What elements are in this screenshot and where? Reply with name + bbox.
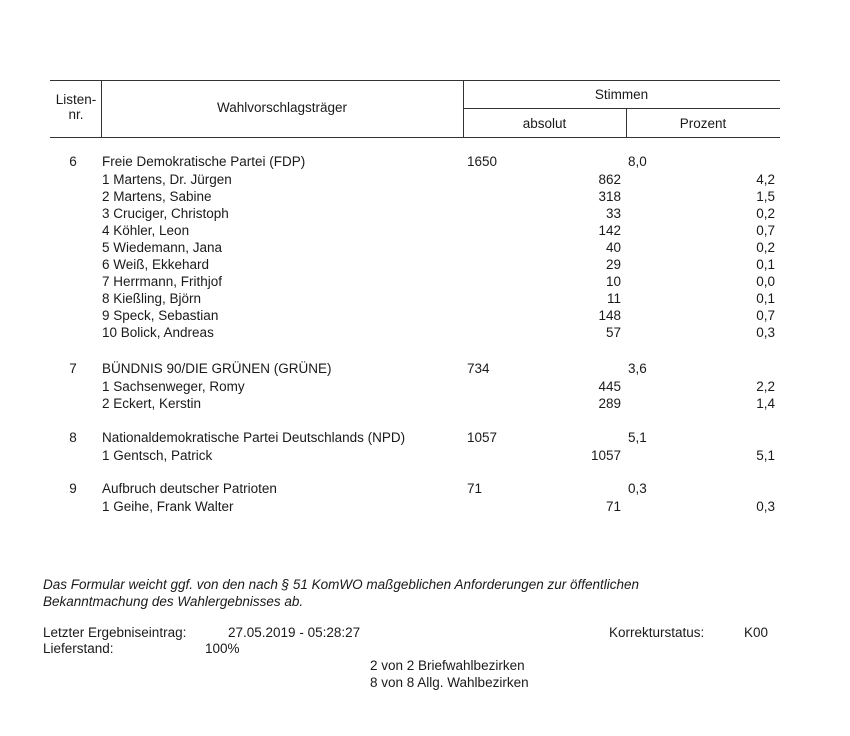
candidate-name: 9 Speck, Sebastian: [102, 308, 219, 323]
candidate-votes-absolute: 33: [605, 206, 621, 221]
disclaimer-line-1: Das Formular weicht ggf. von den nach § 51 KomWO maßgeblichen Anforderungen zur öffentlichen: [43, 577, 640, 592]
candidate-row: [0, 378, 850, 395]
candidate-votes-absolute: 11: [606, 291, 621, 306]
party-votes-percent: 3,6: [628, 361, 647, 376]
party-name: Aufbruch deutscher Patrioten: [102, 481, 277, 496]
candidate-name: 6 Weiß, Ekkehard: [102, 257, 210, 272]
candidate-row: [0, 307, 850, 324]
candidate-row: [0, 290, 850, 307]
party-list-number: 9: [69, 481, 77, 496]
candidate-row: [0, 324, 850, 341]
candidate-votes-percent: 0,2: [756, 206, 775, 221]
candidate-name: 5 Wiedemann, Jana: [102, 240, 223, 255]
header-listen-nr-line1: Listen-: [55, 92, 97, 107]
candidate-name: 2 Martens, Sabine: [102, 189, 212, 204]
party-votes-absolute: 734: [467, 361, 490, 376]
party-row: [0, 429, 850, 446]
header-top-rule: [50, 80, 780, 81]
candidate-votes-percent: 2,2: [756, 379, 775, 394]
party-list-number: 7: [69, 361, 77, 376]
candidate-votes-percent: 1,4: [756, 396, 775, 411]
party-name: BÜNDNIS 90/DIE GRÜNEN (GRÜNE): [102, 361, 332, 376]
candidate-row: [0, 205, 850, 222]
party-list-number: 6: [69, 154, 77, 169]
candidate-name: 1 Martens, Dr. Jürgen: [102, 172, 232, 187]
letzter-eintrag-value: 27.05.2019 - 05:28:27: [228, 625, 361, 640]
candidate-row: [0, 222, 850, 239]
candidate-votes-absolute: 862: [598, 172, 621, 187]
korrekturstatus-label: Korrekturstatus:: [609, 625, 705, 640]
candidate-name: 2 Eckert, Kerstin: [102, 396, 202, 411]
candidate-votes-percent: 4,2: [756, 172, 775, 187]
letzter-eintrag-label: Letzter Ergebniseintrag:: [43, 625, 187, 640]
candidate-name: 1 Gentsch, Patrick: [102, 448, 213, 463]
party-votes-absolute: 1057: [467, 430, 498, 445]
candidate-votes-percent: 0,2: [756, 240, 775, 255]
header-mid-rule: [463, 108, 780, 109]
header-absolut: absolut: [522, 116, 567, 131]
candidate-votes-percent: 0,0: [756, 274, 775, 289]
candidate-name: 10 Bolick, Andreas: [102, 325, 214, 340]
candidate-votes-percent: 0,1: [756, 291, 775, 306]
candidate-name: 7 Herrmann, Frithjof: [102, 274, 223, 289]
candidate-name: 3 Cruciger, Christoph: [102, 206, 229, 221]
candidate-votes-percent: 0,1: [756, 257, 775, 272]
candidate-votes-percent: 0,3: [756, 499, 775, 514]
candidate-votes-percent: 0,7: [756, 308, 775, 323]
candidate-row: [0, 239, 850, 256]
party-votes-percent: 0,3: [628, 481, 647, 496]
candidate-votes-absolute: 40: [605, 240, 621, 255]
header-listen-nr-line2: nr.: [68, 107, 84, 122]
allg-wahlbezirke-status: 8 von 8 Allg. Wahlbezirken: [370, 675, 529, 690]
candidate-votes-absolute: 57: [605, 325, 621, 340]
party-row: [0, 360, 850, 377]
candidate-votes-percent: 5,1: [756, 448, 775, 463]
header-prozent: Prozent: [679, 116, 727, 131]
candidate-votes-absolute: 10: [605, 274, 621, 289]
header-stimmen: Stimmen: [594, 87, 649, 102]
candidate-name: 1 Sachsenweger, Romy: [102, 379, 245, 394]
candidate-votes-absolute: 148: [598, 308, 621, 323]
candidate-row: [0, 171, 850, 188]
candidate-row: [0, 273, 850, 290]
party-row: [0, 480, 850, 497]
disclaimer-note: [43, 576, 639, 610]
party-row: [0, 153, 850, 170]
candidate-row: [0, 188, 850, 205]
candidate-votes-percent: 1,5: [756, 189, 775, 204]
disclaimer-line-2: Bekanntmachung des Wahlergebnisses ab.: [43, 594, 304, 609]
lieferstand-label: Lieferstand:: [43, 641, 114, 656]
header-bottom-rule: [50, 137, 780, 138]
header-wahlvorschlagstraeger: Wahlvorschlagsträger: [216, 100, 348, 115]
party-name: Nationaldemokratische Partei Deutschlands (NPD): [102, 430, 406, 445]
candidate-votes-percent: 0,3: [756, 325, 775, 340]
candidate-row: [0, 395, 850, 412]
candidate-votes-absolute: 142: [598, 223, 621, 238]
candidate-name: 1 Geihe, Frank Walter: [102, 499, 234, 514]
candidate-row: [0, 498, 850, 515]
candidate-row: [0, 256, 850, 273]
candidate-name: 8 Kießling, Björn: [102, 291, 202, 306]
party-votes-absolute: 1650: [467, 154, 498, 169]
party-name: Freie Demokratische Partei (FDP): [102, 154, 306, 169]
party-votes-absolute: 71: [467, 481, 483, 496]
candidate-row: [0, 447, 850, 464]
briefwahlbezirke-status: 2 von 2 Briefwahlbezirken: [370, 658, 525, 673]
lieferstand-value: 100%: [205, 641, 240, 656]
party-votes-percent: 8,0: [628, 154, 647, 169]
party-votes-percent: 5,1: [628, 430, 647, 445]
party-list-number: 8: [69, 430, 77, 445]
candidate-name: 4 Köhler, Leon: [102, 223, 190, 238]
candidate-votes-percent: 0,7: [756, 223, 775, 238]
header-listen-nr: [52, 92, 100, 122]
candidate-votes-absolute: 71: [605, 499, 621, 514]
candidate-votes-absolute: 1057: [590, 448, 621, 463]
candidate-votes-absolute: 445: [598, 379, 621, 394]
candidate-votes-absolute: 29: [605, 257, 621, 272]
candidate-votes-absolute: 289: [598, 396, 621, 411]
candidate-votes-absolute: 318: [598, 189, 621, 204]
korrekturstatus-value: K00: [744, 625, 769, 640]
